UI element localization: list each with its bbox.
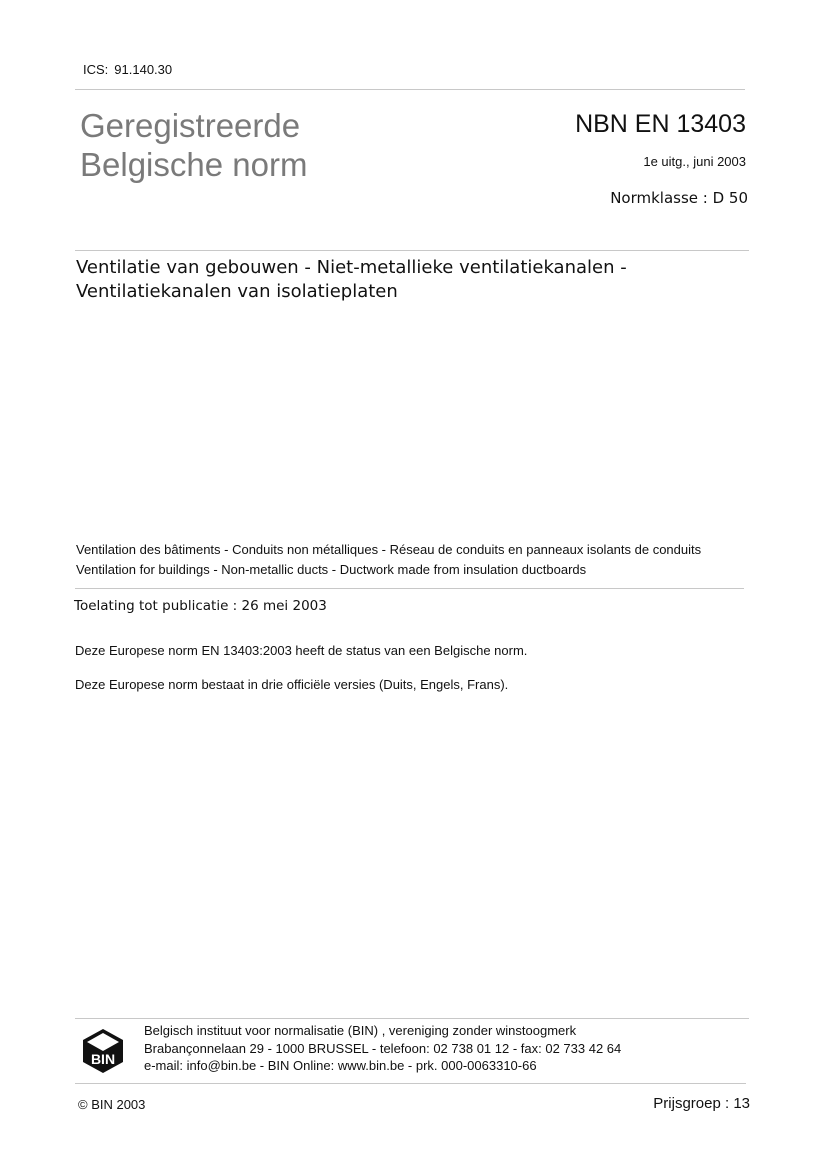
title-dutch: [76, 256, 627, 304]
price-group: Prijsgroep : 13: [653, 1095, 750, 1112]
institute-address: Brabançonnelaan 29 - 1000 BRUSSEL - telefoon: 02 738 01 12 - fax: 02 733 42 64: [144, 1040, 622, 1056]
norm-class: Normklasse : D 50: [610, 189, 748, 207]
institute-contact: e-mail: info@bin.be - BIN Online: www.bin.be - prk. 000-0063310-66: [144, 1058, 537, 1073]
divider: [75, 1018, 749, 1019]
divider: [75, 588, 744, 589]
bin-logo-text: BIN: [90, 1051, 116, 1067]
bin-logo-icon: [82, 1028, 124, 1074]
page-title-line1: Geregistreerde: [80, 107, 301, 144]
title-french: Ventilation des bâtiments - Conduits non métalliques - Réseau de conduits en panneaux isolants de conduits: [76, 542, 702, 557]
divider: [75, 250, 749, 251]
page-title: [80, 106, 307, 184]
ics-value: 91.140.30: [114, 62, 173, 77]
title-dutch-line2: Ventilatiekanalen van isolatieplaten: [76, 281, 398, 302]
page-title-line2: Belgische norm: [80, 146, 308, 183]
copyright: © BIN 2003: [78, 1097, 146, 1112]
title-dutch-line1: Ventilatie van gebouwen - Niet-metallieke ventilatiekanalen -: [76, 257, 627, 278]
versions-paragraph: Deze Europese norm bestaat in drie officiële versies (Duits, Engels, Frans).: [75, 677, 509, 692]
ics-label: ICS:: [83, 62, 109, 77]
edition-info: 1e uitg., juni 2003: [643, 154, 746, 169]
ics-code: [83, 62, 172, 77]
standard-number: NBN EN 13403: [575, 110, 746, 138]
title-english: Ventilation for buildings - Non-metallic ducts - Ductwork made from insulation ductboards: [76, 562, 587, 577]
publication-date: Toelating tot publicatie : 26 mei 2003: [74, 598, 327, 614]
divider: [75, 1083, 746, 1084]
status-paragraph: Deze Europese norm EN 13403:2003 heeft de status van een Belgische norm.: [75, 643, 528, 658]
institute-name: Belgisch instituut voor normalisatie (BIN) , vereniging zonder winstoogmerk: [144, 1023, 577, 1038]
divider: [75, 89, 745, 90]
institute-info: [144, 1022, 621, 1075]
